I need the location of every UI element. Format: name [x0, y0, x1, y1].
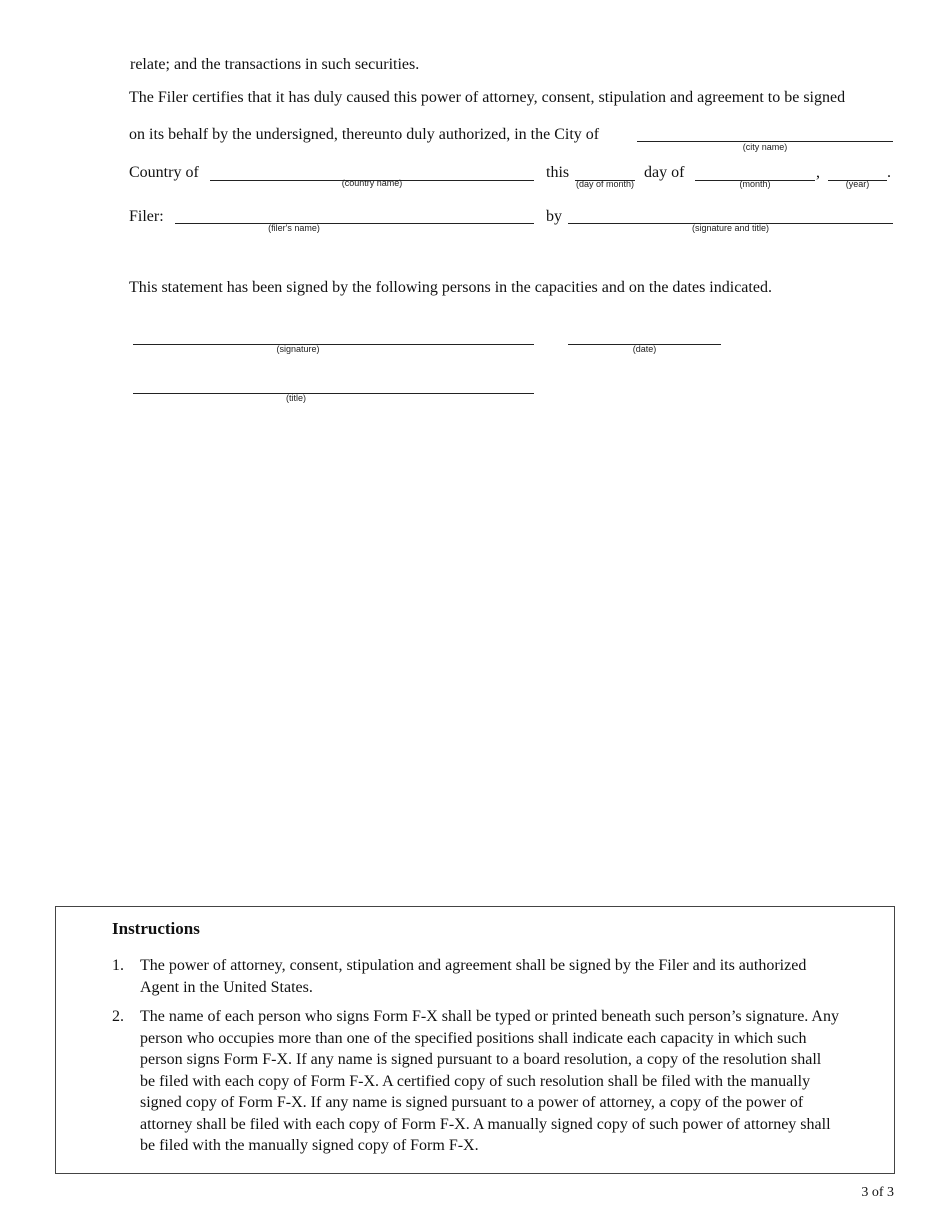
certify-text: The Filer certifies that it has duly caused this power of attorney, consent, stipulation and agreement to be signed: [129, 89, 846, 106]
year-caption: (year): [845, 179, 870, 189]
country-label: Country of: [129, 164, 199, 181]
day-of-label: day of: [644, 164, 685, 181]
filer-label: Filer:: [129, 208, 164, 225]
city-name-caption: (city name): [742, 142, 788, 152]
comma-punct: ,: [816, 164, 820, 181]
instruction-number: 1.: [112, 957, 124, 974]
title-caption: (title): [286, 393, 306, 403]
date-caption: (date): [632, 344, 657, 354]
day-of-month-caption: (day of month): [575, 179, 635, 189]
instruction-text: The name of each person who signs Form F-X shall be typed or printed beneath such person’s signature. Any person who occupies more than one of the specified positions shall indicate each capacity in which such person signs Form F-X. If any name is signed pursuant to a board resolution, a copy of the resolution shall be filed with each copy of Form F-X. A certified copy of such resolution shall be filed with the manually signed copy of Form F-X. If any name is signed pursuant to a power of attorney, a copy of the power of attorney shall be filed with each copy of Form F-X. A manually signed copy of such power of attorney shall be filed with the manually signed copy of Form F-X.: [140, 1008, 839, 1154]
period-punct: .: [887, 164, 891, 181]
instructions-heading: Instructions: [112, 919, 200, 938]
statement-text: This statement has been signed by the following persons in the capacities and on the dates indicated.: [129, 279, 772, 296]
this-label: this: [546, 164, 570, 181]
by-label: by: [546, 208, 562, 225]
instruction-text: The power of attorney, consent, stipulation and agreement shall be signed by the Filer and its authorized Agent in the United States.: [140, 957, 807, 996]
on-behalf-text: on its behalf by the undersigned, thereunto duly authorized, in the City of: [129, 126, 600, 143]
month-caption: (month): [739, 179, 771, 189]
page-number: 3 of 3: [861, 1185, 894, 1200]
signature-title-caption: (signature and title): [691, 223, 770, 233]
country-name-caption: (country name): [341, 178, 403, 188]
instruction-number: 2.: [112, 1008, 124, 1025]
intro-fragment: relate; and the transactions in such securities.: [130, 56, 420, 73]
signature-caption: (signature): [276, 344, 320, 354]
filer-name-caption: (filer's name): [268, 223, 320, 233]
